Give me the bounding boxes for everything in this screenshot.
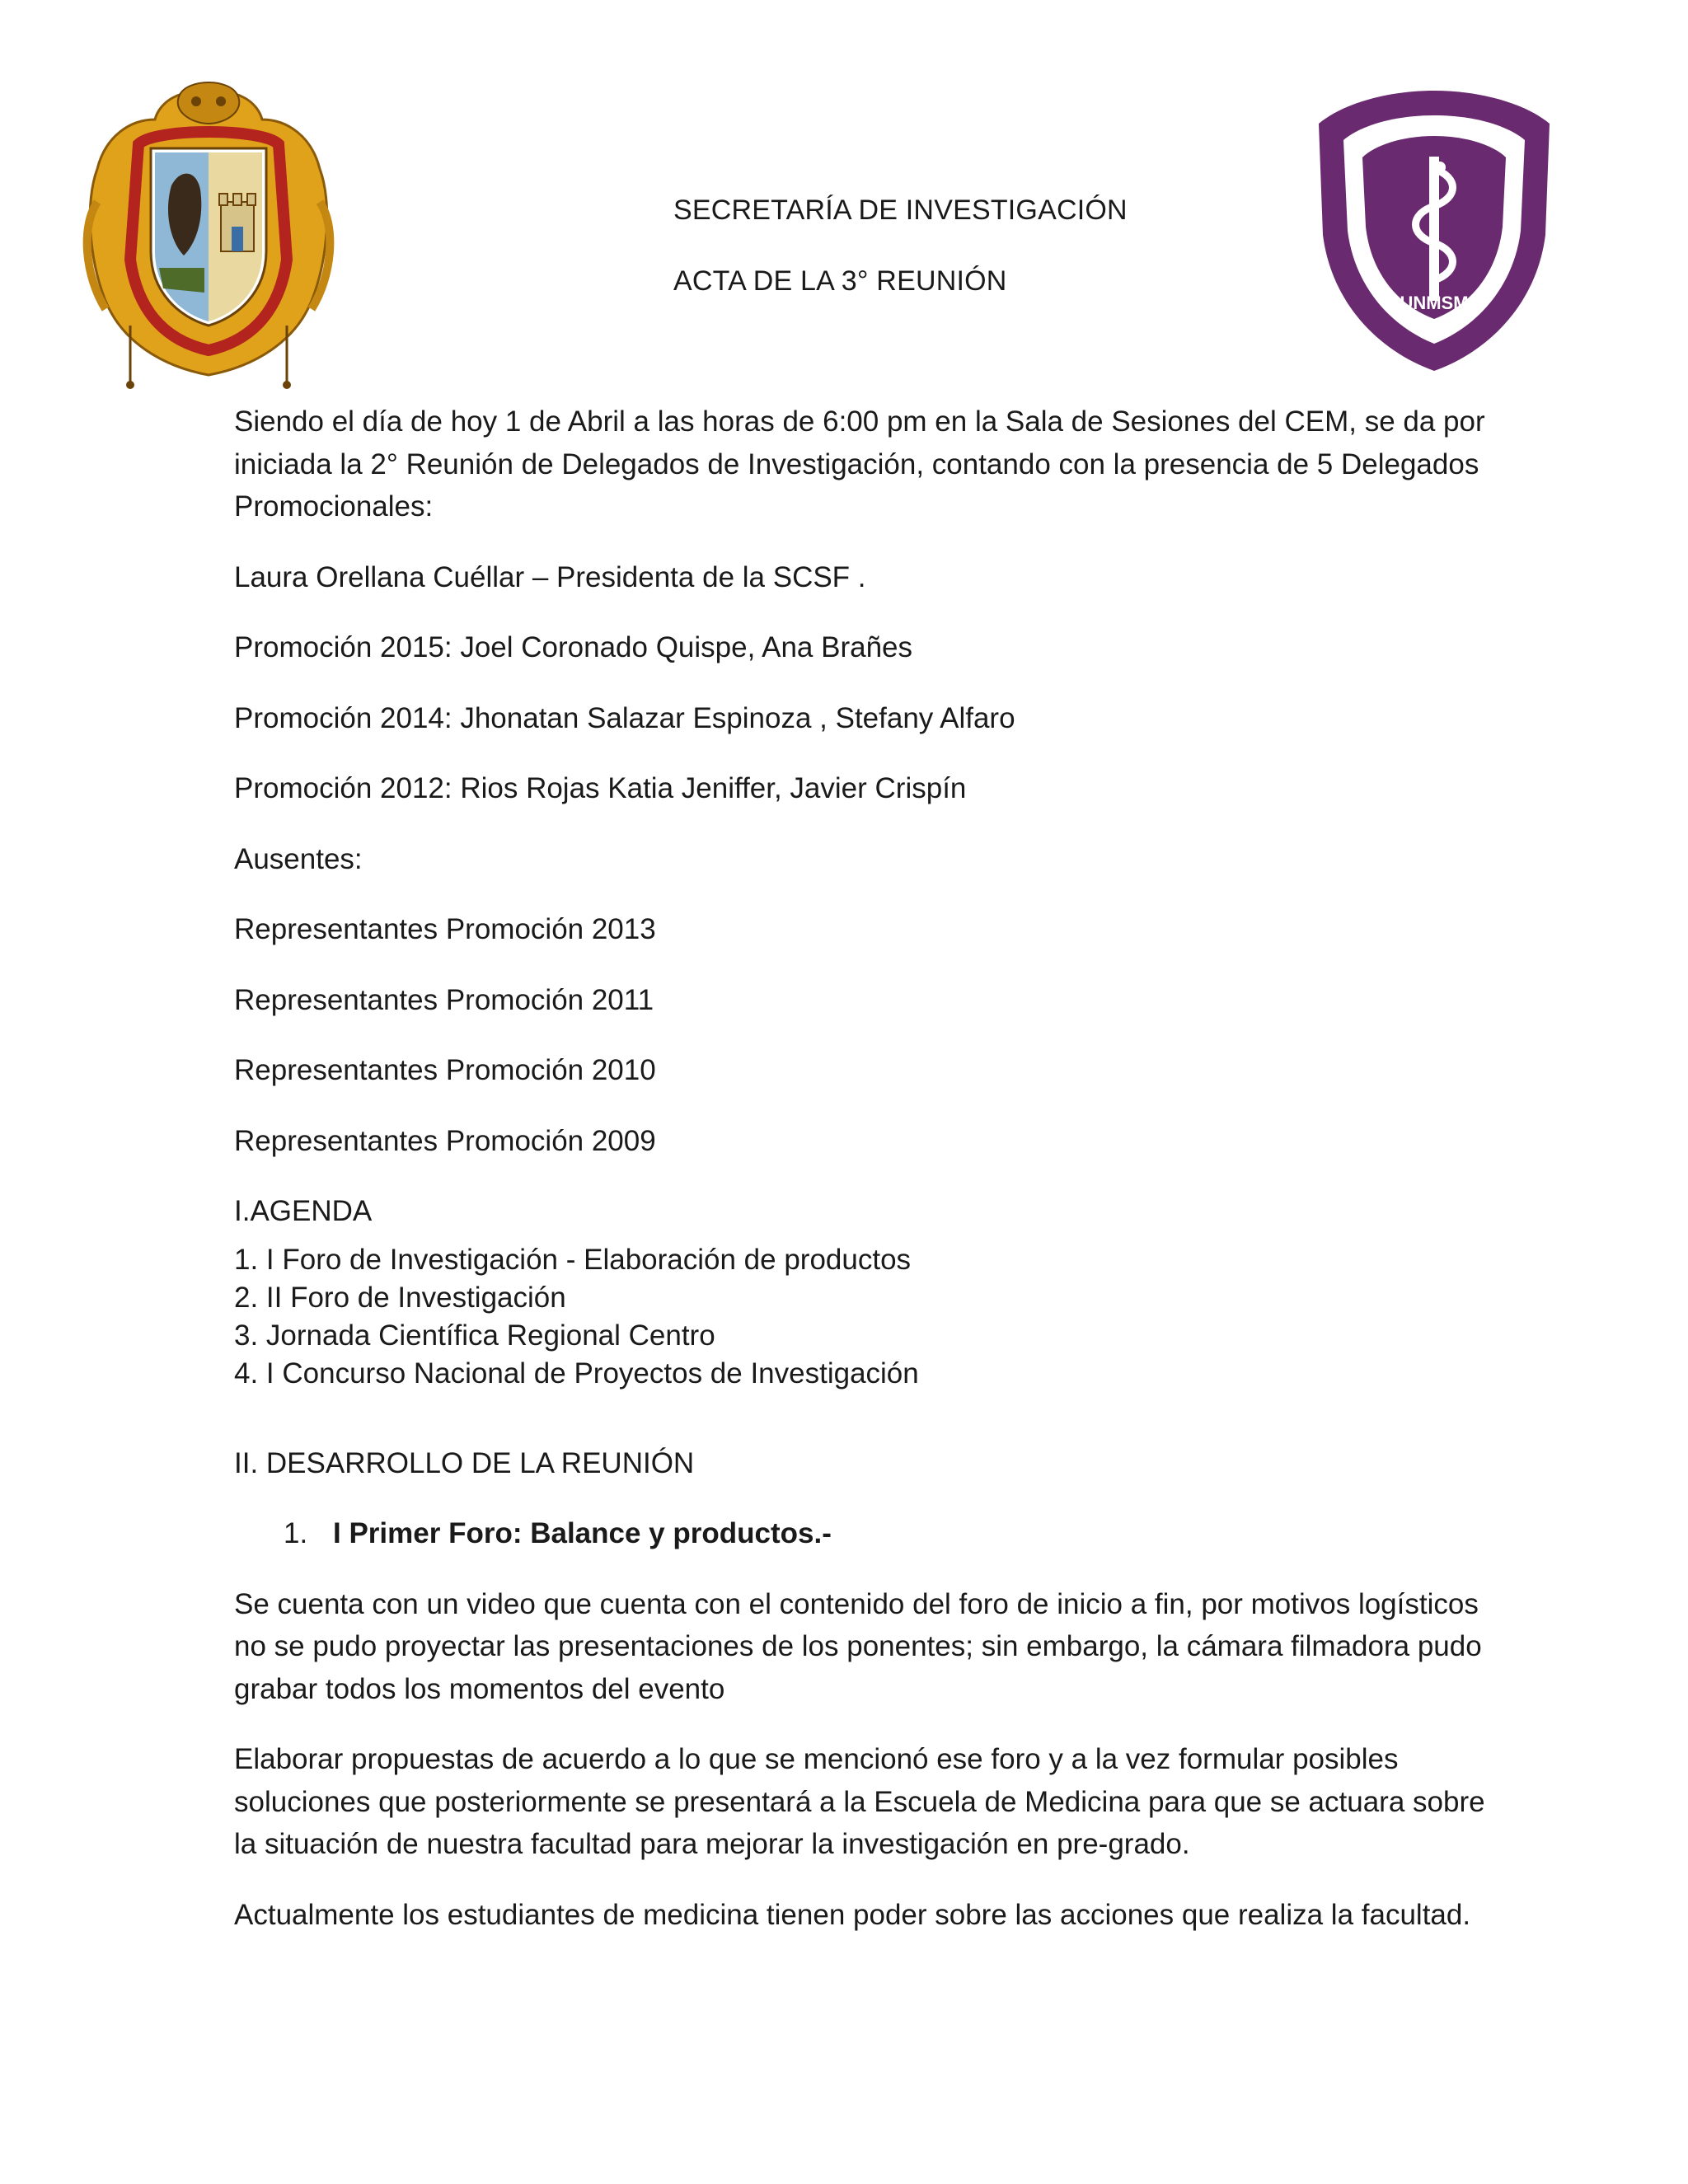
document-body [234,401,1485,1964]
development-paragraph [234,1894,1471,1937]
agenda-item: 3. Jornada Científica Regional Centro [234,1319,715,1352]
development-paragraph [234,1583,1482,1711]
intro-line: Siendo el día de hoy 1 de Abril a las horas de 6:00 pm en la Sala de Sesiones del CEM, se da por [234,405,1485,438]
document-heading-secretaria: SECRETARÍA DE INVESTIGACIÓN [673,194,1128,226]
development-title: II. DESARROLLO DE LA REUNIÓN [234,1446,695,1479]
paragraph-line: Se cuenta con un video que cuenta con el contenido del foro de inicio a fin, por motivos logísticos [234,1587,1479,1620]
attendee-line: Promoción 2012: Rios Rojas Katia Jeniffer, Javier Crispín [234,772,967,804]
paragraph-line: soluciones que posteriormente se presentará a la Escuela de Medicina para que se actuara sobre [234,1785,1485,1818]
agenda-item: 1. I Foro de Investigación - Elaboración de productos [234,1243,912,1276]
agenda-item: 4. I Concurso Nacional de Proyectos de Investigación [234,1357,919,1390]
intro-paragraph [234,401,1485,528]
development-paragraph [234,1738,1485,1866]
sub-item-title: I Primer Foro: Balance y productos.- [333,1517,832,1549]
agenda-list [234,1241,1454,1393]
university-coat-of-arms-logo [81,78,336,391]
absent-line: Representantes Promoción 2013 [234,913,656,945]
paragraph-line: no se pudo proyectar las presentaciones de los ponentes; sin embargo, la cámara filmadora pudo [234,1630,1482,1662]
unmsm-logo-text: UNMSM [1400,293,1469,313]
absent-line: Representantes Promoción 2010 [234,1054,656,1086]
absent-label: Ausentes: [234,842,363,875]
paragraph-line: Elaborar propuestas de acuerdo a lo que se mencionó ese foro y a la vez formular posibles [234,1743,1399,1775]
paragraph-line: la situación de nuestra facultad para mejorar la investigación en pre-grado. [234,1828,1190,1860]
absent-line: Representantes Promoción 2009 [234,1124,656,1157]
intro-line: Promocionales: [234,490,434,523]
centro-de-estudiantes-de-medicina-logo [1315,87,1554,375]
intro-line: iniciada la 2° Reunión de Delegados de Investigación, contando con la presencia de 5 Delegados [234,448,1479,480]
paragraph-line: grabar todos los momentos del evento [234,1672,725,1705]
document-heading-acta: ACTA DE LA 3° REUNIÓN [673,265,1007,297]
agenda-title: I.AGENDA [234,1195,373,1227]
agenda-item: 2. II Foro de Investigación [234,1281,566,1314]
absent-line: Representantes Promoción 2011 [234,983,654,1016]
attendee-line: Promoción 2014: Jhonatan Salazar Espinoza , Stefany Alfaro [234,701,1015,734]
attendee-line: Laura Orellana Cuéllar – Presidenta de la SCSF . [234,560,866,593]
sub-item-number: 1. [284,1517,308,1549]
development-sub-item [284,1512,1454,1555]
attendee-line: Promoción 2015: Joel Coronado Quispe, Ana Brañes [234,631,913,663]
paragraph-line: Actualmente los estudiantes de medicina tienen poder sobre las acciones que realiza la facultad. [234,1898,1471,1931]
